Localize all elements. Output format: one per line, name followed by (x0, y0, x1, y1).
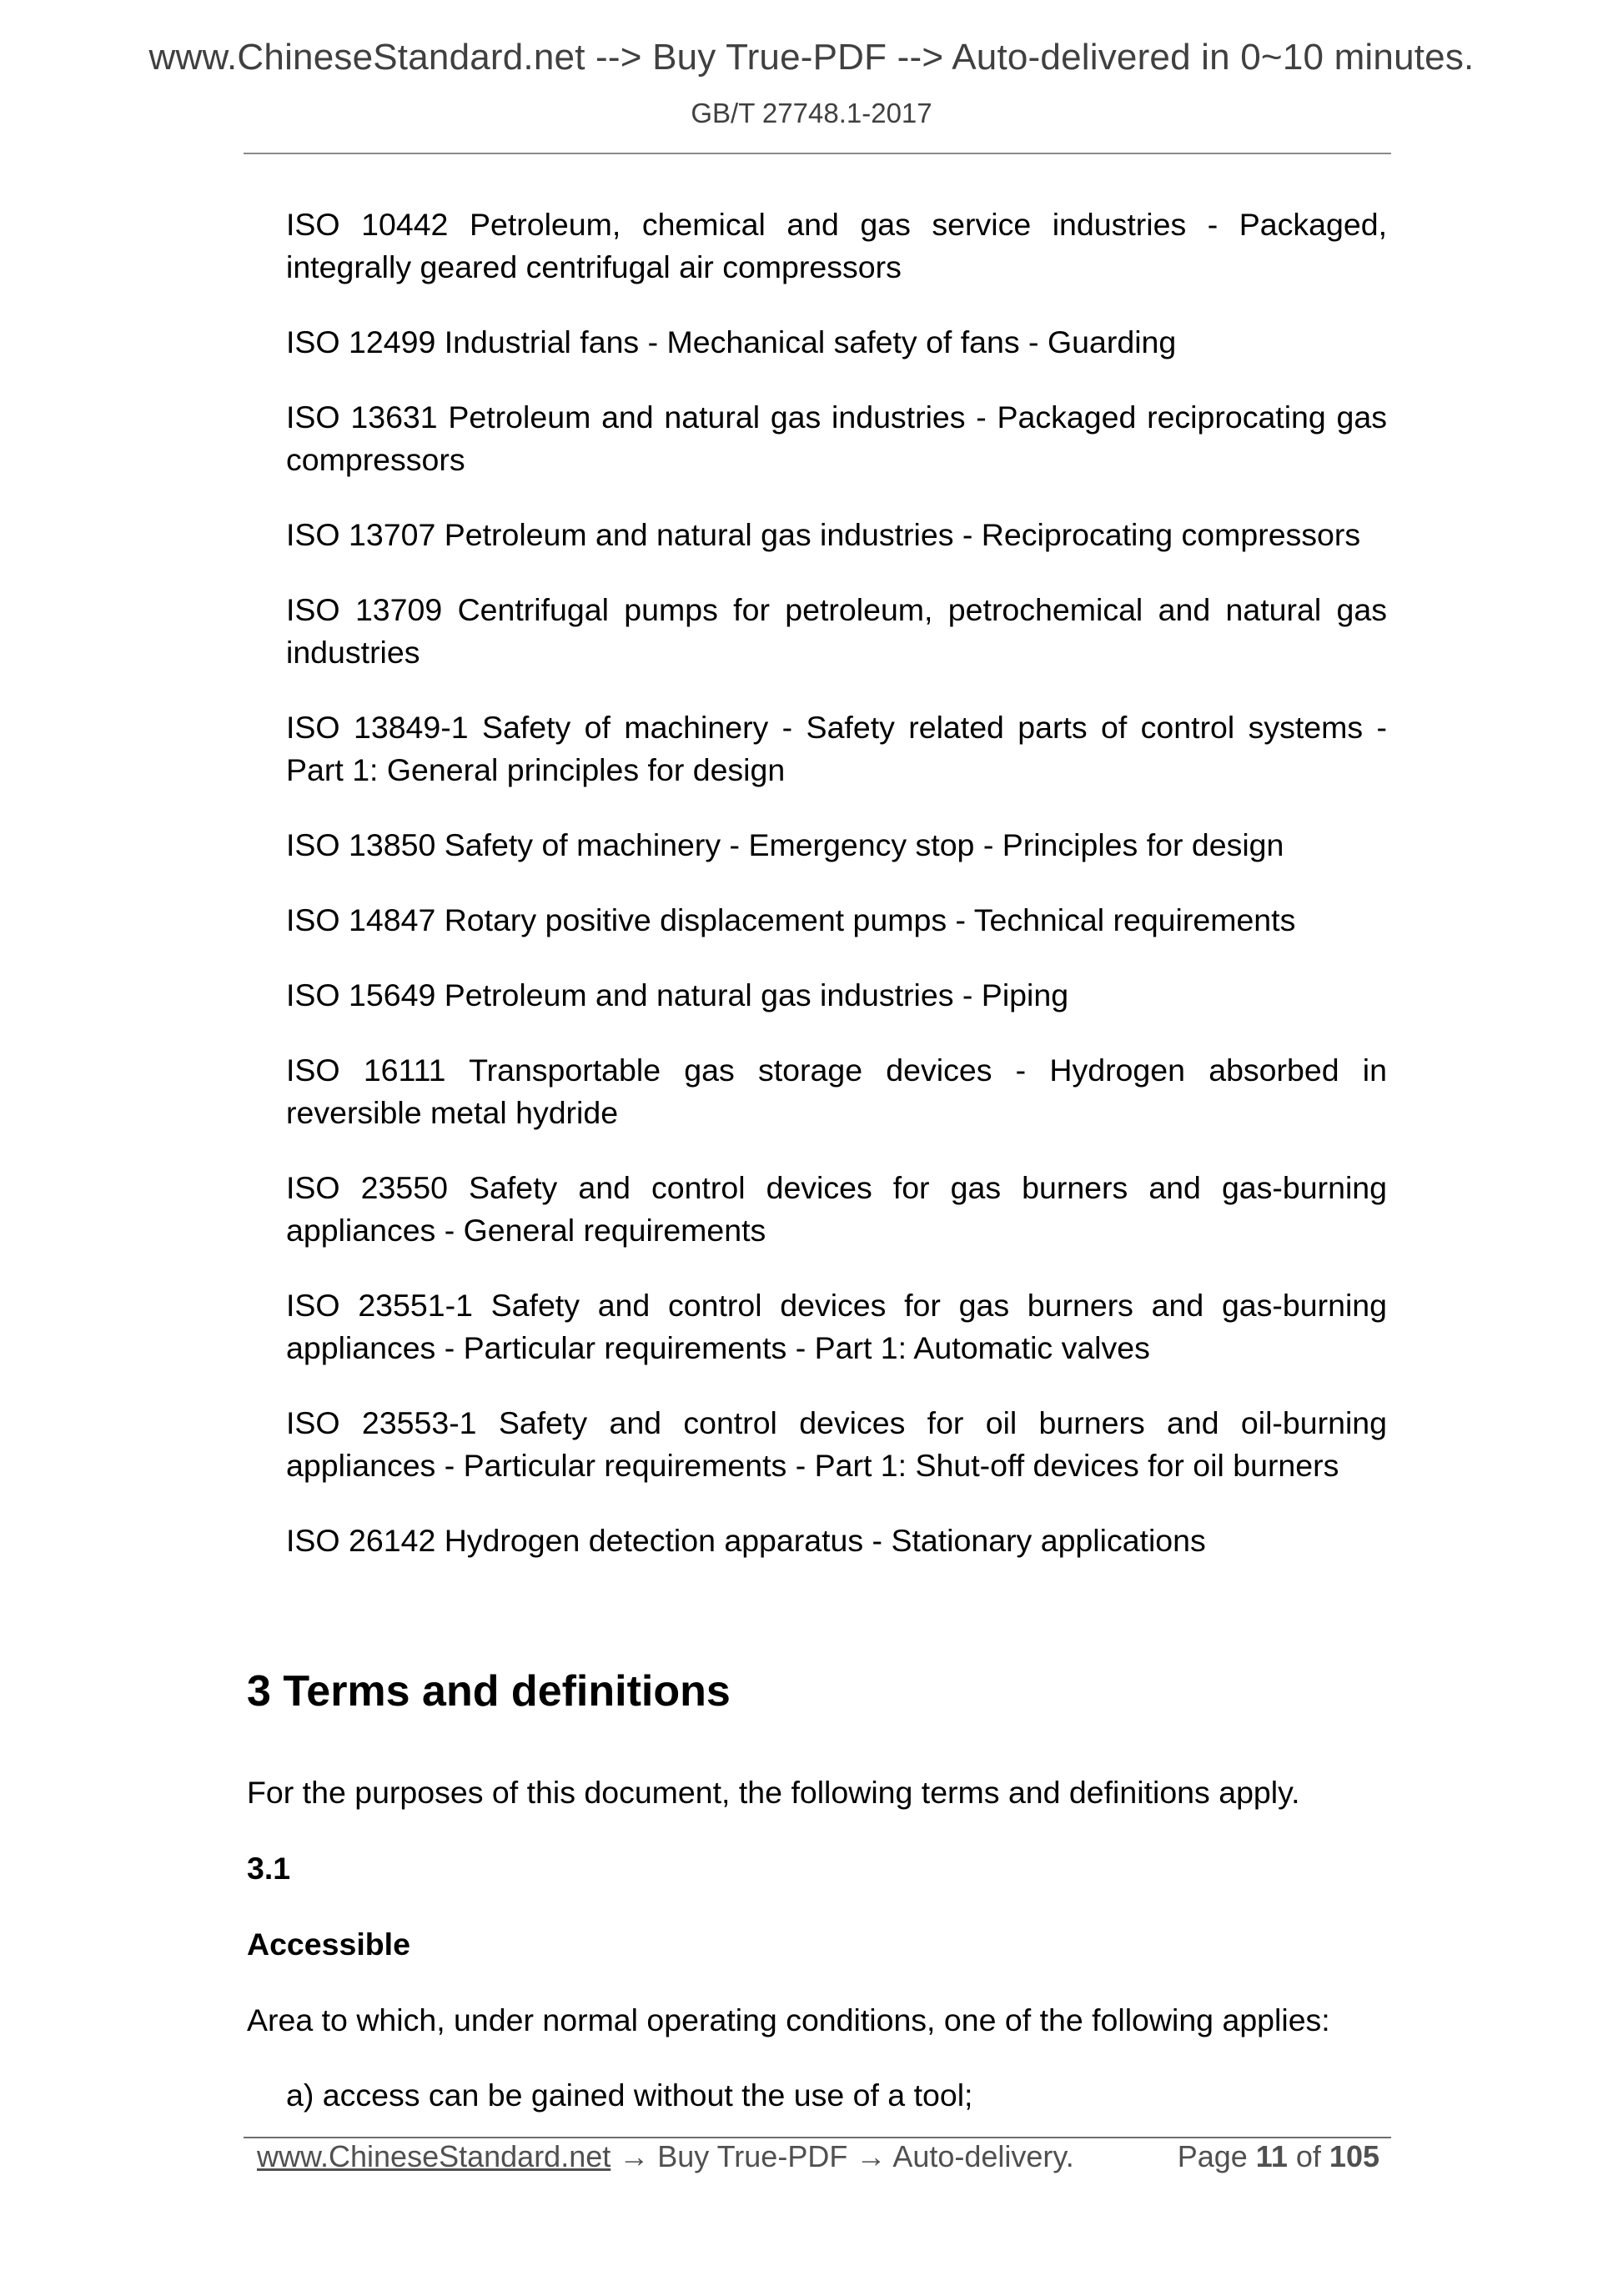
reference-item: ISO 13709 Centrifugal pumps for petroleum, petrochemical and natural gas industries (286, 592, 1387, 670)
reference-item: ISO 26142 Hydrogen detection apparatus - Stationary applications (286, 1523, 1206, 1558)
reference-item: ISO 23551-1 Safety and control devices for gas burners and gas-burning appliances - Particular requirements - Part 1: Automatic valves (286, 1288, 1387, 1365)
term-name: Accessible (247, 1927, 410, 1962)
reference-item: ISO 13849-1 Safety of machinery - Safety related parts of control systems - Part 1: General principles for design (286, 710, 1387, 787)
footer-promo (257, 2139, 1074, 2174)
reference-item: ISO 13850 Safety of machinery - Emergency stop - Principles for design (286, 827, 1284, 862)
section-heading: 3 Terms and definitions (247, 1667, 731, 1716)
reference-item: ISO 12499 Industrial fans - Mechanical safety of fans - Guarding (286, 324, 1177, 359)
reference-item: ISO 15649 Petroleum and natural gas industries - Piping (286, 977, 1069, 1012)
page-label: Page (1177, 2139, 1248, 2173)
page-of-label: of (1295, 2139, 1321, 2173)
reference-item: ISO 16111 Transportable gas storage devices - Hydrogen absorbed in reversible metal hydride (286, 1053, 1387, 1130)
page-footer (257, 2139, 1379, 2174)
normative-references-list (286, 203, 1387, 1595)
footer-divider (244, 2137, 1391, 2138)
page-current: 11 (1255, 2139, 1288, 2173)
definition-item: a) access can be gained without the use of a tool; (286, 2077, 973, 2113)
term-definition: Area to which, under normal operating conditions, one of the following applies: (247, 2002, 1330, 2037)
reference-item: ISO 14847 Rotary positive displacement pumps - Technical requirements (286, 902, 1296, 937)
header-divider (244, 153, 1391, 154)
reference-item: ISO 23553-1 Safety and control devices for oil burners and oil-burning appliances - Particular requirements - Part 1: Shut-off devices for oil burners (286, 1405, 1387, 1483)
page-total: 105 (1329, 2139, 1379, 2173)
standard-id: GB/T 27748.1-2017 (691, 98, 932, 128)
reference-item: ISO 10442 Petroleum, chemical and gas service industries - Packaged, integrally geared centrifugal air compressors (286, 207, 1387, 284)
reference-item: ISO 13707 Petroleum and natural gas industries - Reciprocating compressors (286, 517, 1361, 552)
page-indicator (1178, 2139, 1379, 2174)
footer-promo-text: → Buy True-PDF → Auto-delivery. (611, 2139, 1074, 2173)
term-number: 3.1 (247, 1851, 291, 1886)
footer-site-link[interactable]: www.ChineseStandard.net (257, 2139, 611, 2173)
header-banner: www.ChineseStandard.net --> Buy True-PDF --> Auto-delivered in 0~10 minutes. (148, 37, 1475, 78)
reference-item: ISO 13631 Petroleum and natural gas industries - Packaged reciprocating gas compressors (286, 399, 1387, 477)
reference-item: ISO 23550 Safety and control devices for gas burners and gas-burning appliances - General requirements (286, 1170, 1387, 1248)
section-intro: For the purposes of this document, the following terms and definitions apply. (247, 1775, 1300, 1810)
